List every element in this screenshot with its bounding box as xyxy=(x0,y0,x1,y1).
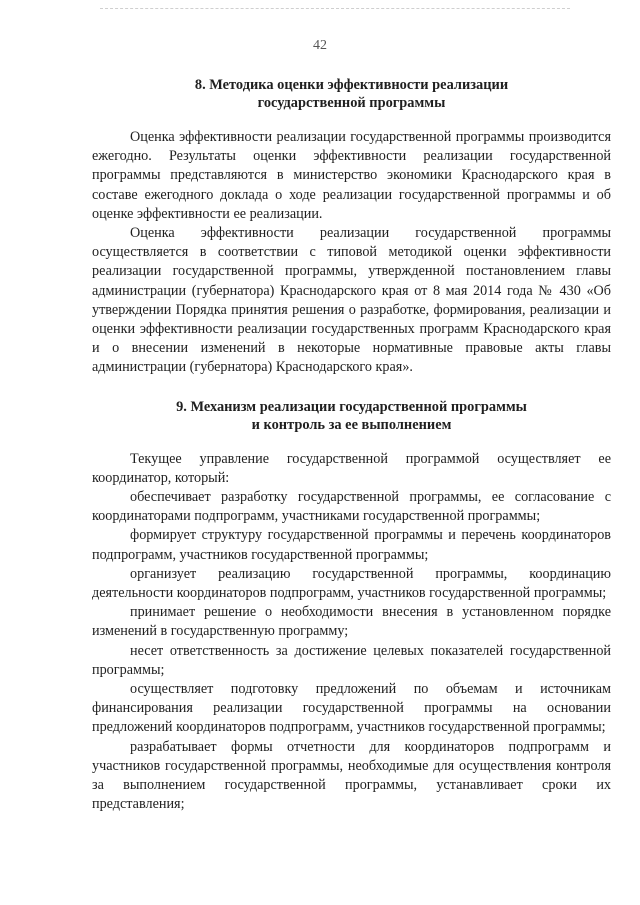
section-8-heading xyxy=(92,76,611,112)
section-9-paragraph: разрабатывает формы отчетности для координаторов подпрограмм и участников государственной программы, необходимые для осуществления контроля за выполнением государственной программы, устанавливает сроки их представления; xyxy=(92,738,611,813)
section-8-body xyxy=(92,128,611,378)
section-8-heading-line-1: 8. Методика оценки эффективности реализации xyxy=(194,77,509,93)
section-8-paragraph: Оценка эффективности реализации государственной программы производится ежегодно. Результаты оценки эффективности реализации государственной программы представляются в министерство экономики Краснодарского края в составе ежегодного доклада о ходе реализации государственной программы и об оценке эффективности ее реализации. xyxy=(92,129,611,222)
section-9-paragraph: Текущее управление государственной программой осуществляет ее координатор, который: xyxy=(92,450,611,486)
section-8-paragraph: Оценка эффективности реализации государственной программы осуществляется в соответствии с типовой методикой оценки эффективности реализации государственной программы, утвержденной постановлением главы администрации (губернатора) Краснодарского края от 8 мая 2014 года № 430 «Об утверждении Порядка принятия решения о разработке, формирования, реализации и оценки эффективности реализации государственных программ Краснодарского края и о внесении изменений в некоторые нормативные правовые акты главы администрации (губернатора) Краснодарского края». xyxy=(92,225,611,376)
section-9-heading-line-1: 9. Механизм реализации государственной программы xyxy=(176,398,527,415)
page-content xyxy=(92,76,611,815)
section-9-heading-line-2: и контроль за ее выполнением xyxy=(251,416,452,433)
section-8-heading-line-2: государственной программы xyxy=(257,95,446,111)
section-9-paragraph: принимает решение о необходимости внесения в установленном порядке изменений в государственную программу; xyxy=(92,604,611,640)
section-9-heading xyxy=(92,398,611,434)
section-9-paragraph: формирует структуру государственной программы и перечень координаторов подпрограмм, участников государственной программы; xyxy=(92,527,611,563)
section-9-body xyxy=(92,450,611,815)
section-9-paragraph: осуществляет подготовку предложений по объемам и источникам финансирования реализации государственной программы на основании предложений координаторов подпрограмм, участников государственной программы; xyxy=(92,681,611,736)
section-9-paragraph: несет ответственность за достижение целевых показателей государственной программы; xyxy=(92,642,611,678)
section-9-paragraph: обеспечивает разработку государственной программы, ее согласование с координаторами подпрограмм, участниками государственной программы; xyxy=(92,489,611,525)
scan-artifact-line xyxy=(100,8,570,10)
section-9-paragraph: организует реализацию государственной программы, координацию деятельности координаторов подпрограмм, участников государственной программы; xyxy=(92,565,611,602)
page-number: 42 xyxy=(313,38,327,53)
